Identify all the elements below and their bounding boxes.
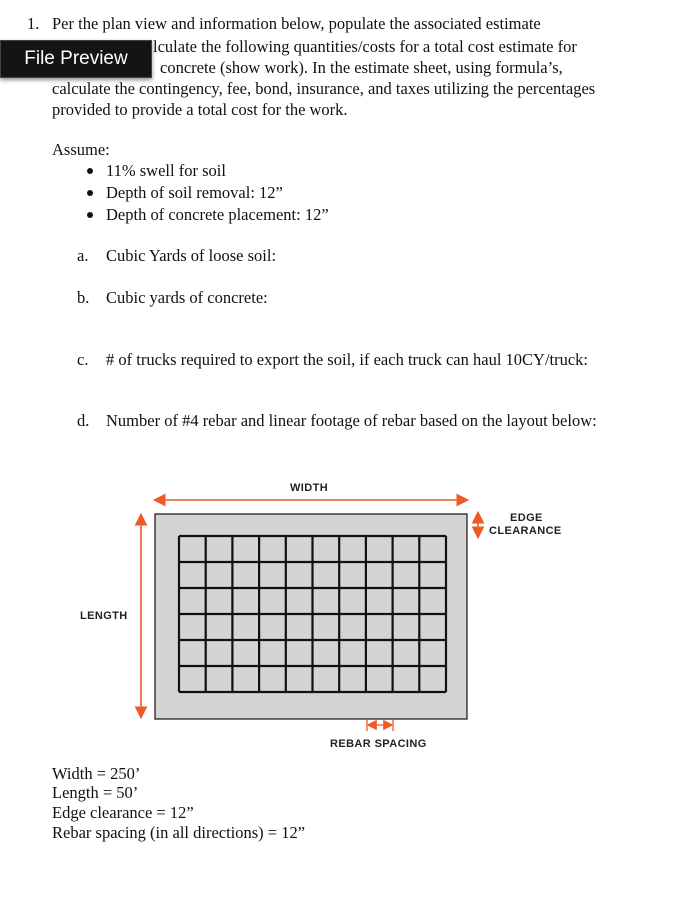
file-preview-badge[interactable]: File Preview <box>0 40 152 78</box>
question-line-3: concrete (show work). In the estimate sheet, using formula’s, <box>160 58 563 77</box>
assume-bullet-concrete-depth: Depth of concrete placement: 12” <box>106 205 329 224</box>
assume-heading: Assume: <box>52 140 110 159</box>
part-d-text: Number of #4 rebar and linear footage of rebar based on the layout below: <box>106 411 597 430</box>
part-a-text: Cubic Yards of loose soil: <box>106 246 277 265</box>
edge-label-line2: CLEARANCE <box>489 525 562 537</box>
part-b-letter: b. <box>77 288 90 307</box>
part-b-text: Cubic yards of concrete: <box>106 288 268 307</box>
part-c-text: # of trucks required to export the soil, if each truck can haul 10CY/truck: <box>106 350 589 369</box>
given-edge-clearance: Edge clearance = 12” <box>52 803 194 822</box>
edge-label-line1: EDGE <box>510 512 543 524</box>
assume-bullet-swell: 11% swell for soil <box>106 161 226 180</box>
length-label: LENGTH <box>80 610 128 622</box>
question-line-2: lculate the following quantities/costs for a total cost estimate for <box>153 37 577 56</box>
given-rebar-spacing: Rebar spacing (in all directions) = 12” <box>52 823 306 842</box>
given-length: Length = 50’ <box>52 783 139 802</box>
part-d-letter: d. <box>77 411 90 430</box>
given-width: Width = 250’ <box>52 764 141 783</box>
question-line-4: calculate the contingency, fee, bond, insurance, and taxes utilizing the percentages <box>52 79 596 98</box>
question-number: 1. <box>27 14 40 33</box>
question-line-5: provided to provide a total cost for the work. <box>52 100 348 119</box>
part-a-letter: a. <box>77 246 89 265</box>
rebar-spacing-label: REBAR SPACING <box>330 738 427 750</box>
question-line-1: Per the plan view and information below, populate the associated estimate <box>52 14 541 33</box>
assume-bullet-soil-depth: Depth of soil removal: 12” <box>106 183 283 202</box>
width-label: WIDTH <box>290 482 329 494</box>
part-c-letter: c. <box>77 350 89 369</box>
